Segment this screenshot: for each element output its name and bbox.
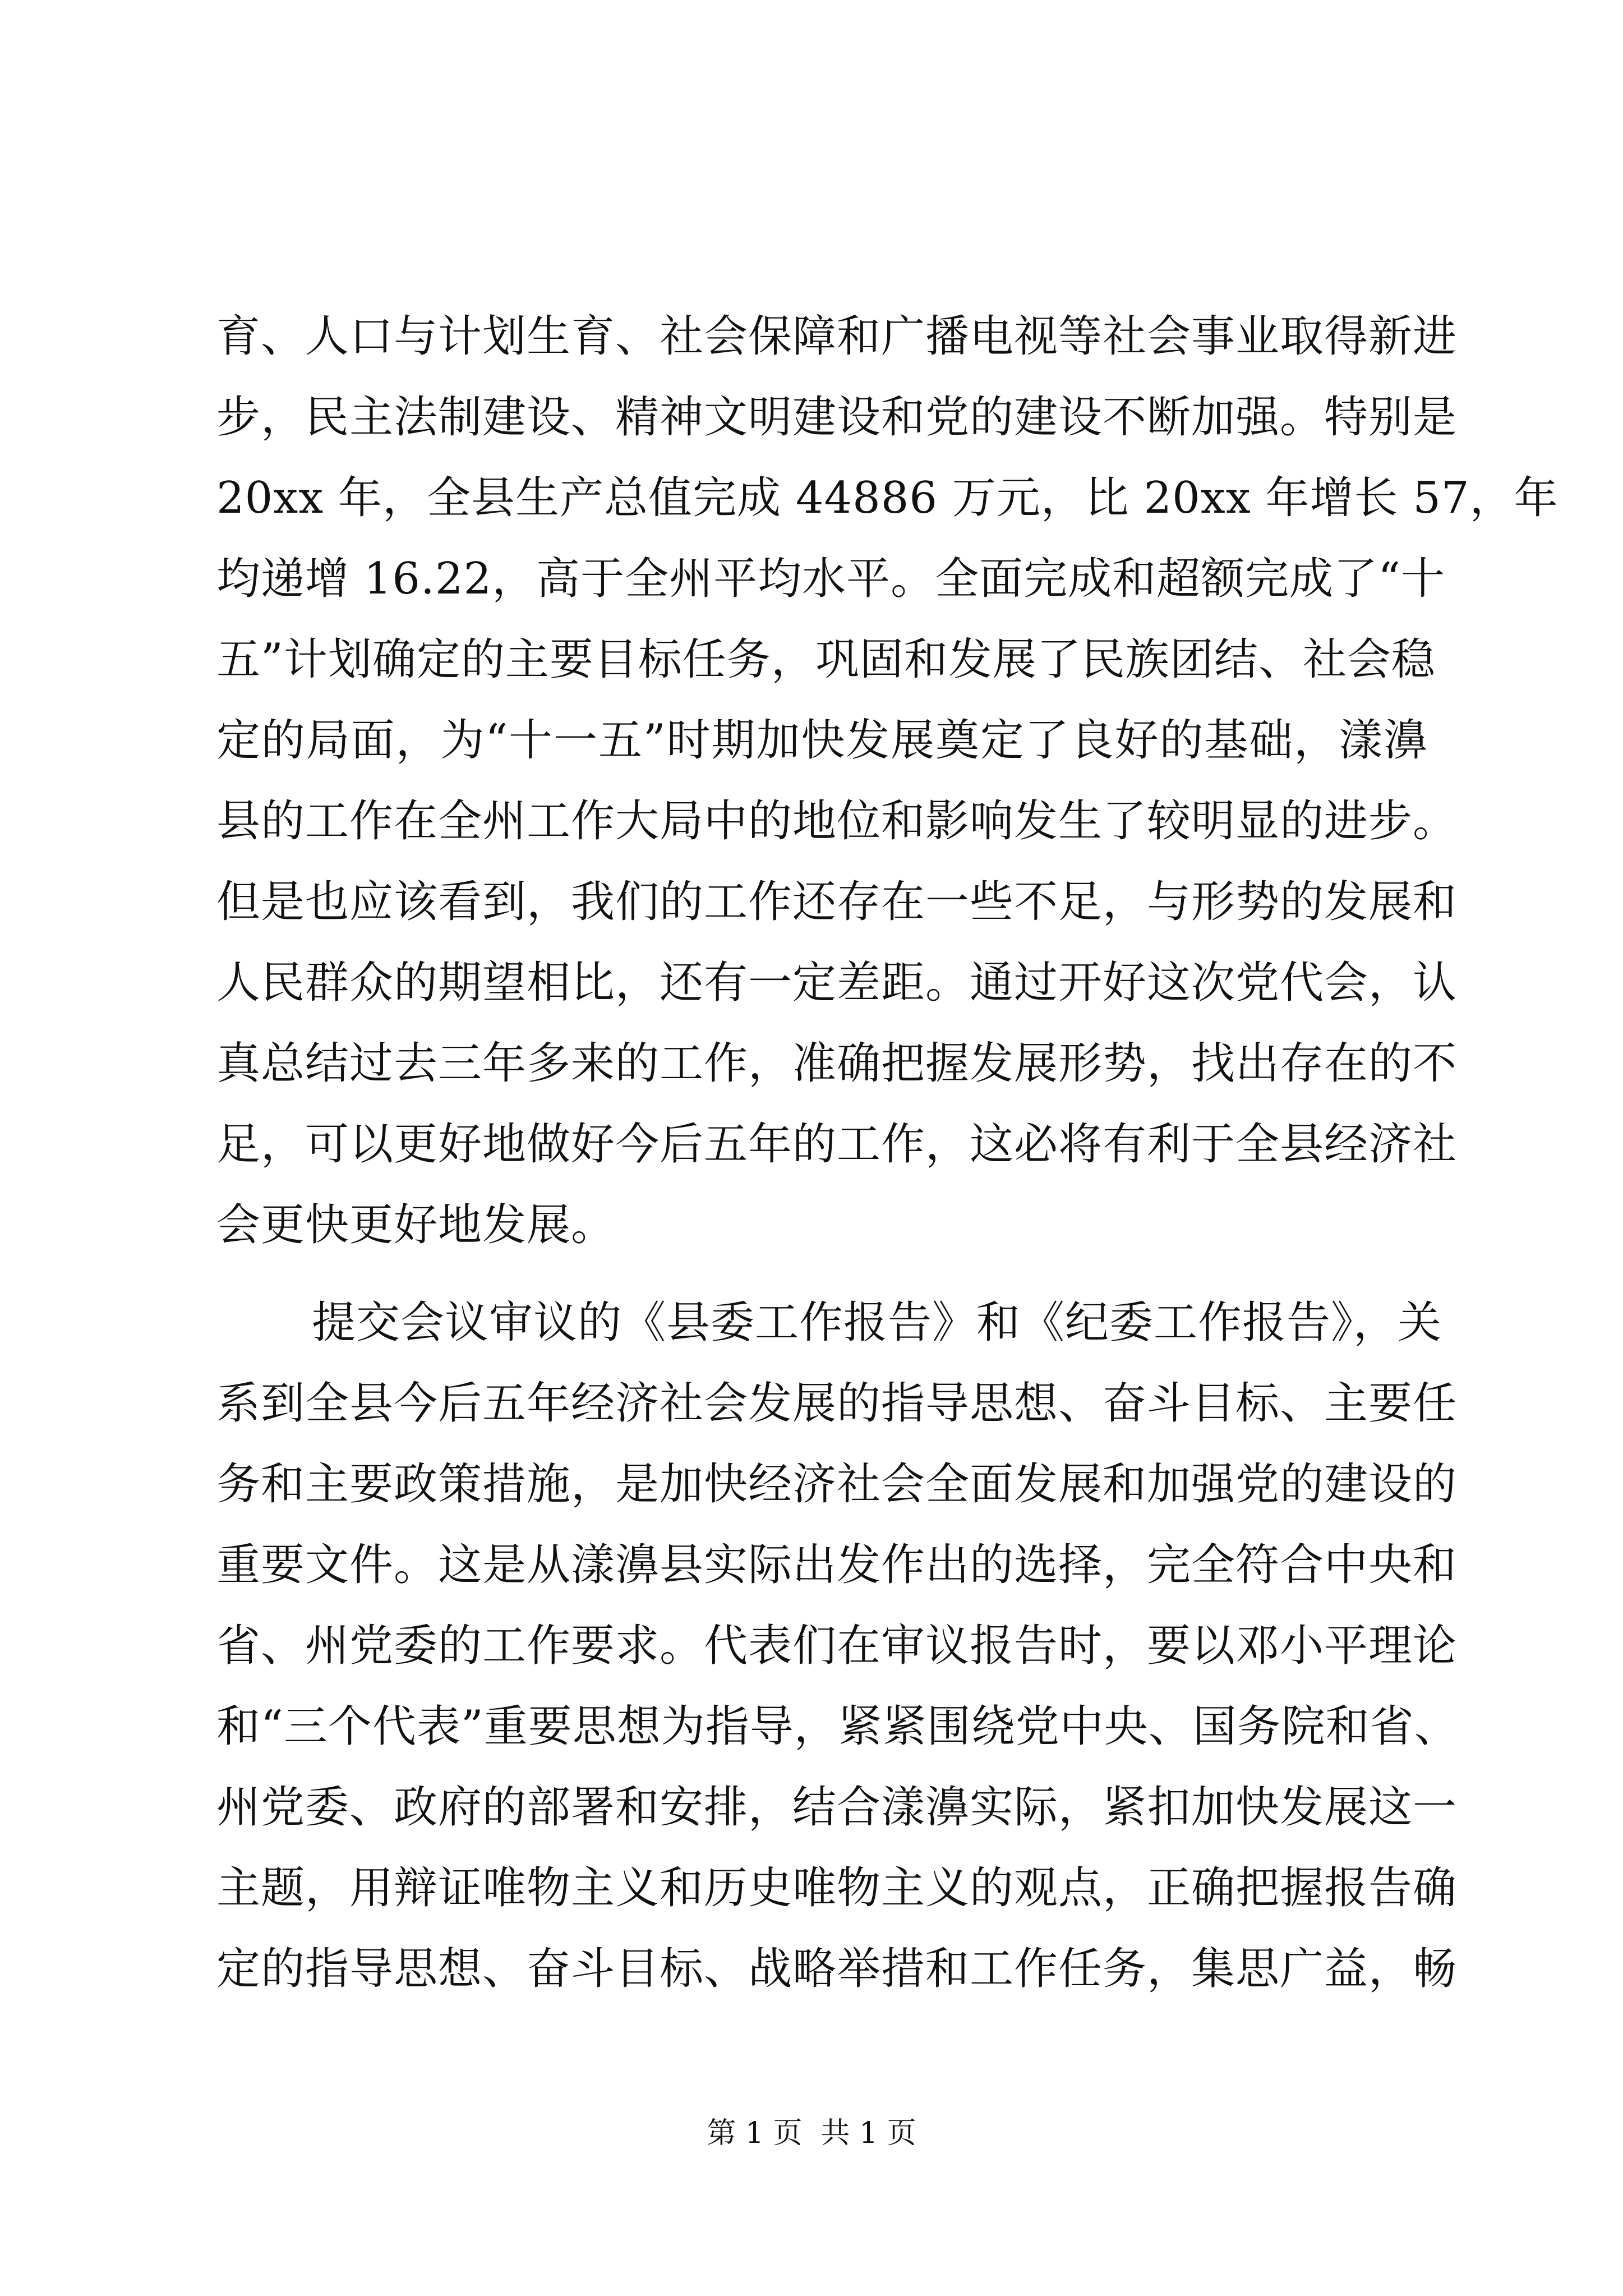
text-line: 真总结过去三年多来的工作，准确把握发展形势，找出存在的不 bbox=[216, 1038, 1458, 1089]
paragraph-1 bbox=[216, 296, 1559, 1266]
text-line: 州党委、政府的部署和安排，结合漾濞实际，紧扣加快发展这一 bbox=[216, 1782, 1458, 1833]
text-line: 主题，用辩证唯物主义和历史唯物主义的观点，正确把握报告确 bbox=[216, 1863, 1458, 1913]
text-line: 五”计划确定的主要目标任务，巩固和发展了民族团结、社会稳 bbox=[216, 634, 1436, 685]
text-line: 步，民主法制建设、精神文明建设和党的建设不断加强。特别是 bbox=[216, 392, 1458, 443]
text-line: 20xx 年，全县生产总值完成 44886 万元，比 20xx 年增长 57，年 bbox=[216, 473, 1559, 523]
text-line: 均递增 16.22，高于全州平均水平。全面完成和超额完成了“十 bbox=[216, 554, 1445, 604]
text-line: 但是也应该看到，我们的工作还存在一些不足，与形势的发展和 bbox=[216, 877, 1458, 927]
text-line: 人民群众的期望相比，还有一定差距。通过开好这次党代会，认 bbox=[216, 958, 1458, 1008]
document-body bbox=[216, 296, 1559, 2009]
page-footer: 第 1 页 共 1 页 bbox=[707, 2116, 916, 2150]
text-line: 系到全县今后五年经济社会发展的指导思想、奋斗目标、主要任 bbox=[216, 1378, 1458, 1429]
paragraph-2 bbox=[216, 1282, 1459, 2009]
text-line: 足，可以更好地做好今后五年的工作，这必将有利于全县经济社 bbox=[216, 1119, 1458, 1170]
text-line: 提交会议审议的《县委工作报告》和《纪委工作报告》，关 bbox=[312, 1297, 1442, 1348]
text-line: 定的指导思想、奋斗目标、战略举措和工作任务，集思广益，畅 bbox=[216, 1944, 1458, 1994]
text-line: 务和主要政策措施，是加快经济社会全面发展和加强党的建设的 bbox=[216, 1459, 1458, 1510]
text-line: 和“三个代表”重要思想为指导，紧紧围绕党中央、国务院和省、 bbox=[216, 1701, 1459, 1752]
text-line: 会更快更好地发展。 bbox=[216, 1200, 616, 1250]
text-line: 省、州党委的工作要求。代表们在审议报告时，要以邓小平理论 bbox=[216, 1621, 1458, 1671]
text-line: 重要文件。这是从漾濞县实际出发作出的选择，完全符合中央和 bbox=[216, 1540, 1458, 1590]
text-line: 育、人口与计划生育、社会保障和广播电视等社会事业取得新进 bbox=[216, 311, 1458, 362]
text-line: 县的工作在全州工作大局中的地位和影响发生了较明显的进步。 bbox=[216, 796, 1458, 846]
text-line: 定的局面，为“十一五”时期加快发展奠定了良好的基础，漾濞 bbox=[216, 715, 1428, 766]
paragraph-gap bbox=[216, 1266, 1428, 1282]
